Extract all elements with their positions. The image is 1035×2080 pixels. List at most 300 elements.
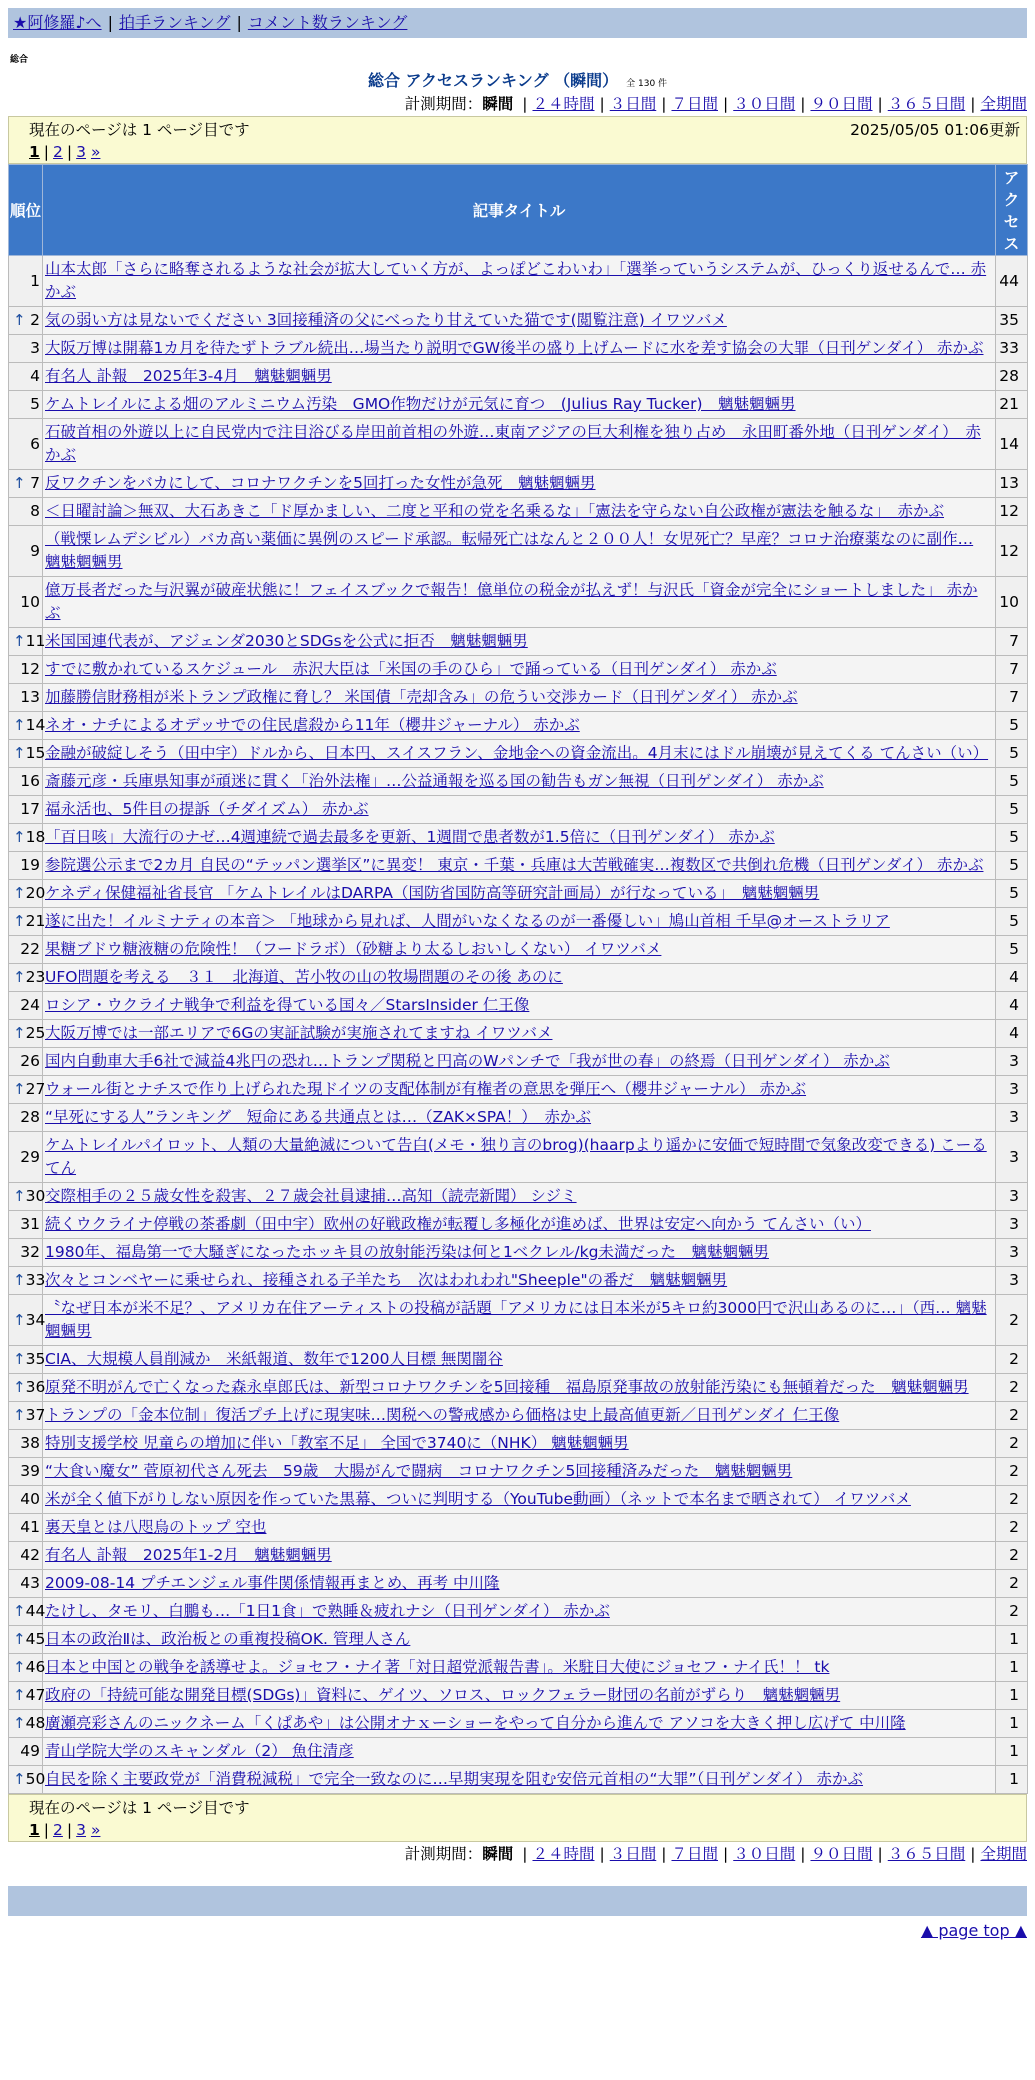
- article-title-link[interactable]: 億万長者だった与沢翼が破産状態に！フェイスブックで報告！億単位の税金が払えず！与沢氏「資金が完全にショートしました」 赤かぶ: [45, 581, 978, 622]
- article-title-link[interactable]: 有名人 訃報 2025年1-2月 魑魅魍魎男: [45, 1546, 332, 1564]
- table-row: [9, 1295, 1028, 1346]
- rank-number: 32: [20, 1243, 40, 1261]
- period-option-link[interactable]: ９０日間: [810, 95, 873, 113]
- total-count: 全 130 件: [626, 79, 668, 89]
- table-row: [9, 852, 1028, 880]
- table-row: [9, 740, 1028, 768]
- rank-cell: [9, 1654, 46, 1682]
- rank-number: 47: [25, 1686, 46, 1704]
- access-count: 4: [996, 1020, 1028, 1048]
- table-row: [9, 1076, 1028, 1104]
- rank-number: 42: [20, 1546, 40, 1564]
- period-option-link[interactable]: ２４時間: [532, 95, 595, 113]
- title-cell: [43, 1211, 996, 1239]
- article-title-link[interactable]: 石破首相の外遊以上に自民党内で注目浴びる岸田前首相の外遊…東南アジアの巨大利権を独り占め 永田町番外地（日刊ゲンダイ） 赤かぶ: [45, 423, 981, 464]
- article-title-link[interactable]: 次々とコンベヤーに乗せられ、接種される子羊たち 次はわれわれ"Sheeple"の番だ 魑魅魍魎男: [45, 1271, 728, 1289]
- category-label: 総合: [10, 55, 29, 65]
- next-page-link[interactable]: »: [90, 1821, 101, 1839]
- page-current: 1: [29, 143, 40, 161]
- period-option-link[interactable]: ３日間: [609, 1845, 657, 1863]
- page-title: [8, 70, 1027, 92]
- table-row: [9, 796, 1028, 824]
- updated-timestamp: 2025/05/05 01:06更新: [850, 121, 1020, 139]
- comment-ranking-link[interactable]: コメント数ランキング: [247, 13, 408, 32]
- rank-number: 8: [30, 502, 40, 520]
- period-option-link[interactable]: ７日間: [671, 95, 718, 113]
- table-row: [9, 1542, 1028, 1570]
- table-row: [9, 1486, 1028, 1514]
- title-cell: [43, 1402, 996, 1430]
- rank-up-icon: ↑: [13, 1714, 26, 1732]
- access-count: 10: [996, 577, 1028, 628]
- rank-number: 16: [20, 772, 40, 790]
- access-count: 5: [996, 908, 1028, 936]
- period-separator: |: [800, 95, 806, 113]
- table-row: [9, 363, 1028, 391]
- rank-number: 39: [20, 1462, 40, 1480]
- article-title-link[interactable]: 特別支援学校 児童らの増加に伴い「教室不足」 全国で3740に（NHK） 魑魅魍魎男: [45, 1434, 629, 1452]
- access-count: 3: [996, 1132, 1028, 1183]
- rank-up-icon: ↑: [13, 632, 26, 650]
- period-separator: |: [661, 95, 667, 113]
- access-count: 3: [996, 1239, 1028, 1267]
- rank-number: 17: [20, 800, 40, 818]
- table-row: [9, 1239, 1028, 1267]
- title-cell: [43, 1104, 996, 1132]
- article-title-link[interactable]: 気の弱い方は見ないでください 3回接種済の父にべったり甘えていた猫です(閲覧注意) イワツバメ: [45, 311, 727, 329]
- table-row: [9, 880, 1028, 908]
- rank-number: 28: [20, 1108, 40, 1126]
- page-link[interactable]: 3: [76, 1821, 87, 1839]
- rank-number: 30: [25, 1187, 46, 1205]
- access-count: 2: [996, 1346, 1028, 1374]
- rank-up-icon: ↑: [13, 828, 26, 846]
- title-cell: [43, 796, 996, 824]
- rank-number: 40: [20, 1490, 40, 1508]
- table-row: [9, 1598, 1028, 1626]
- rank-cell: [9, 1766, 46, 1794]
- rank-cell: [9, 936, 43, 964]
- access-count: 14: [996, 419, 1028, 470]
- rank-number: 48: [25, 1714, 46, 1732]
- rank-cell: [9, 964, 46, 992]
- table-row: [9, 684, 1028, 712]
- rank-up-icon: ↑: [13, 1310, 26, 1329]
- access-count: 3: [996, 1104, 1028, 1132]
- article-title-link[interactable]: ケムトレイルによる畑のアルミニウム汚染 GMO作物だけが元気に育つ (Julius Ray Tucker) 魑魅魍魎男: [45, 395, 796, 413]
- article-title-link[interactable]: ロシア・ウクライナ戦争で利益を得ている国々／StarsInsider 仁王像: [45, 996, 530, 1014]
- page-title-text: 総合 アクセスランキング （瞬間）: [367, 71, 619, 90]
- page-link[interactable]: 2: [53, 143, 63, 161]
- rank-cell: [9, 1626, 46, 1654]
- access-count: 5: [996, 796, 1028, 824]
- rank-number: 5: [30, 395, 40, 413]
- title-cell: [43, 526, 996, 577]
- rank-cell: [9, 256, 43, 307]
- access-count: 33: [996, 335, 1028, 363]
- access-count: 3: [996, 1048, 1028, 1076]
- top-nav-bar: [8, 8, 1027, 38]
- article-title-link[interactable]: “大食い魔女” 菅原初代さん死去 59歳 大腸がんで闘病 コロナワクチン5回接種済みだった 魑魅魍魎男: [45, 1462, 793, 1480]
- title-cell: [43, 768, 996, 796]
- table-row: [9, 768, 1028, 796]
- access-count: 1: [996, 1682, 1028, 1710]
- article-title-link[interactable]: 果糖ブドウ糖液糖の危険性！（フードラボ）（砂糖より太るしおいしくない） イワツバメ: [45, 940, 662, 958]
- table-row: [9, 712, 1028, 740]
- rank-number: 19: [20, 856, 40, 874]
- rank-number: 7: [30, 474, 40, 492]
- title-cell: [43, 577, 996, 628]
- period-separator: |: [800, 1845, 806, 1863]
- period-separator: |: [522, 1845, 528, 1863]
- page-current: 1: [29, 1821, 40, 1839]
- access-count: 35: [996, 307, 1028, 335]
- title-cell: [43, 1598, 996, 1626]
- rank-number: 24: [20, 996, 40, 1014]
- access-count: 28: [996, 363, 1028, 391]
- rank-number: 25: [25, 1024, 46, 1042]
- title-cell: [43, 936, 996, 964]
- rank-number: 2: [30, 311, 40, 329]
- table-row: [9, 1654, 1028, 1682]
- title-cell: [43, 1654, 996, 1682]
- period-option-link[interactable]: ３６５日間: [887, 95, 966, 113]
- rank-cell: [9, 992, 43, 1020]
- page-top-link[interactable]: ▲ page top ▲: [920, 1921, 1027, 1940]
- article-title-link[interactable]: 日本の政治Ⅱは、政治板との重複投稿OK. 管理人さん: [45, 1630, 411, 1648]
- page: [8, 8, 1027, 1943]
- article-title-link[interactable]: 大阪万博は開幕1カ月を待たずトラブル続出…場当たり説明でGW後半の盛り上げムードに水を差す協会の大罪（日刊ゲンダイ） 赤かぶ: [45, 339, 984, 357]
- article-title-link[interactable]: 政府の「持続可能な開発目標(SDGs)」資料に、ゲイツ、ソロス、ロックフェラー財団の名前がずらり 魑魅魍魎男: [45, 1686, 841, 1704]
- page-separator: |: [43, 143, 50, 161]
- table-row: [9, 1020, 1028, 1048]
- rank-up-icon: ↑: [13, 474, 26, 492]
- access-count: 2: [996, 1486, 1028, 1514]
- rank-up-icon: ↑: [13, 1658, 26, 1676]
- rank-cell: [9, 1239, 43, 1267]
- table-row: [9, 656, 1028, 684]
- rank-number: 13: [20, 688, 40, 706]
- rank-number: 4: [30, 367, 40, 385]
- period-option-link[interactable]: 全期間: [980, 1845, 1027, 1863]
- table-row: [9, 1374, 1028, 1402]
- access-count: 13: [996, 470, 1028, 498]
- home-link[interactable]: ★阿修羅♪へ: [13, 13, 102, 32]
- rank-cell: [9, 1486, 43, 1514]
- article-title-link[interactable]: 青山学院大学のスキャンダル（2） 魚住清彦: [45, 1742, 354, 1760]
- article-title-link[interactable]: ネオ・ナチによるオデッサでの住民虐殺から11年（櫻井ジャーナル） 赤かぶ: [45, 716, 580, 734]
- table-row: [9, 1104, 1028, 1132]
- access-count: 3: [996, 1211, 1028, 1239]
- period-selector-bottom: [8, 1842, 1027, 1866]
- access-count: 5: [996, 936, 1028, 964]
- table-row: [9, 1132, 1028, 1183]
- page-link[interactable]: 3: [76, 143, 87, 161]
- rank-number: 9: [30, 541, 40, 560]
- rank-number: 41: [20, 1518, 40, 1536]
- title-cell: [43, 470, 996, 498]
- article-title-link[interactable]: 加藤勝信財務相が米トランプ政権に脅し？ 米国債「売却含み」の危うい交渉カード（日刊ゲンダイ） 赤かぶ: [45, 688, 798, 706]
- rank-number: 45: [25, 1630, 46, 1648]
- title-header: 記事タイトル: [43, 165, 996, 256]
- rank-number: 50: [25, 1770, 46, 1788]
- access-count: 3: [996, 1183, 1028, 1211]
- article-title-link[interactable]: ケムトレイルパイロット、人類の大量絶滅について告白(メモ・独り言のbrog)(haarpより遥かに安価で短時間で気象改変できる) こーるてん: [45, 1136, 987, 1177]
- title-cell: [43, 419, 996, 470]
- rank-number: 14: [25, 716, 46, 734]
- table-row: [9, 1682, 1028, 1710]
- article-title-link[interactable]: 遂に出た！イルミナティの本音＞ 「地球から見れば、人間がいなくなるのが一番優しい」鳩山首相 千早@オーストラリア: [45, 912, 890, 930]
- access-count: 44: [996, 256, 1028, 307]
- rank-up-icon: ↑: [13, 311, 26, 329]
- title-cell: [43, 1374, 996, 1402]
- period-option-link[interactable]: ２４時間: [532, 1845, 595, 1863]
- table-row: [9, 824, 1028, 852]
- access-count: 2: [996, 1598, 1028, 1626]
- period-option-link[interactable]: ３６５日間: [887, 1845, 966, 1863]
- rank-up-icon: ↑: [13, 1271, 26, 1289]
- rank-up-icon: ↑: [13, 1770, 26, 1788]
- rank-cell: [9, 1738, 43, 1766]
- article-title-link[interactable]: 日本と中国との戦争を誘導せよ。ジョセフ・ナイ著「対日超党派報告書」。米駐日大使にジョセフ・ナイ氏！！ tk: [45, 1658, 830, 1676]
- period-separator: |: [522, 95, 528, 113]
- access-count: 2: [996, 1430, 1028, 1458]
- table-row: [9, 391, 1028, 419]
- article-title-link[interactable]: ケネディ保健福祉省長官 「ケムトレイルはDARPA（国防省国防高等研究計画局）が行なっている」 魑魅魍魎男: [45, 884, 820, 902]
- title-cell: [43, 740, 996, 768]
- access-count: 7: [996, 628, 1028, 656]
- title-cell: [43, 992, 996, 1020]
- rank-cell: [9, 419, 43, 470]
- nav-separator: |: [236, 13, 242, 32]
- period-option-link[interactable]: ３０日間: [733, 1845, 796, 1863]
- period-label: 計測期間：: [404, 1845, 483, 1863]
- table-row: [9, 419, 1028, 470]
- article-title-link[interactable]: 米が全く値下がりしない原因を作っていた黒幕、ついに判明する（YouTube動画）（ネットで本名まで晒されて） イワツバメ: [45, 1490, 911, 1508]
- table-row: [9, 908, 1028, 936]
- period-option-link[interactable]: 全期間: [980, 95, 1027, 113]
- rank-cell: [9, 335, 43, 363]
- rank-cell: [9, 1048, 43, 1076]
- article-title-link[interactable]: 山本太郎「さらに略奪されるような社会が拡大していく方が、よっぽどこわいわ」「選挙っていうシステムが、ひっくり返せるんで… 赤かぶ: [45, 260, 987, 301]
- article-title-link[interactable]: 裏天皇とは八咫烏のトップ 空也: [45, 1518, 267, 1536]
- period-selector-top: [8, 92, 1027, 116]
- title-cell: [43, 1738, 996, 1766]
- title-cell: [43, 964, 996, 992]
- article-title-link[interactable]: 金融が破綻しそう（田中宇）ドルから、日本円、スイスフラン、金地金への資金流出。4月末にはドル崩壊が見えてくる てんさい（い）: [45, 744, 989, 762]
- article-title-link[interactable]: 国内自動車大手6社で減益4兆円の恐れ…トランプ関税と円高のWパンチで「我が世の春」の終焉（日刊ゲンダイ） 赤かぶ: [45, 1052, 890, 1070]
- rank-cell: [9, 1430, 43, 1458]
- rank-cell: [9, 1076, 46, 1104]
- rank-number: 38: [20, 1434, 40, 1452]
- rank-up-icon: ↑: [13, 1630, 26, 1648]
- access-count: 12: [996, 498, 1028, 526]
- title-cell: [43, 1076, 996, 1104]
- rank-cell: [9, 1211, 43, 1239]
- article-title-link[interactable]: 米国国連代表が、アジェンダ2030とSDGsを公式に拒否 魑魅魍魎男: [45, 632, 528, 650]
- article-title-link[interactable]: 斎藤元彦・兵庫県知事が頑迷に貫く「治外法権」…公益通報を巡る国の勧告もガン無視（日刊ゲンダイ） 赤かぶ: [45, 772, 824, 790]
- rank-number: 31: [20, 1215, 40, 1233]
- period-option-link[interactable]: ３０日間: [733, 95, 796, 113]
- page-link[interactable]: 2: [53, 1821, 63, 1839]
- rank-cell: [9, 1598, 46, 1626]
- period-option-link[interactable]: ７日間: [671, 1845, 718, 1863]
- article-title-link[interactable]: 大阪万博では一部エリアで6Gの実証試験が実施されてますね イワツバメ: [45, 1024, 553, 1042]
- period-label: 計測期間：: [404, 95, 483, 113]
- rank-number: 3: [30, 339, 40, 357]
- article-title-link[interactable]: 原発不明がんで亡くなった森永卓郎氏は、新型コロナワクチンを5回接種 福島原発事故の放射能汚染にも無頓着だった 魑魅魍魎男: [45, 1378, 969, 1396]
- rank-up-icon: ↑: [13, 744, 26, 762]
- rank-up-icon: ↑: [13, 1406, 26, 1424]
- title-cell: [43, 908, 996, 936]
- rank-up-icon: ↑: [13, 716, 26, 734]
- title-cell: [43, 1346, 996, 1374]
- table-row: [9, 1267, 1028, 1295]
- ranking-table: [8, 164, 1028, 1794]
- access-count: 1: [996, 1738, 1028, 1766]
- access-count: 4: [996, 992, 1028, 1020]
- rank-cell: [9, 1295, 46, 1346]
- access-count: 5: [996, 880, 1028, 908]
- table-row: [9, 1766, 1028, 1794]
- rank-up-icon: ↑: [13, 1686, 26, 1704]
- table-row: [9, 1626, 1028, 1654]
- article-title-link[interactable]: ウォール街とナチスで作り上げられた現ドイツの支配体制が有権者の意思を弾圧へ（櫻井ジャーナル） 赤かぶ: [45, 1080, 807, 1098]
- article-title-link[interactable]: 参院選公示まで2カ月 自民の“テッパン選挙区”に異変！ 東京・千葉・兵庫は大苦戦確実…複数区で共倒れ危機（日刊ゲンダイ） 赤かぶ: [45, 856, 984, 874]
- article-title-link[interactable]: 交際相手の２５歳女性を殺害、２７歳会社員逮捕…高知（読売新聞） シジミ: [45, 1187, 577, 1205]
- table-row: [9, 1738, 1028, 1766]
- article-title-link[interactable]: 反ワクチンをバカにして、コロナワクチンを5回打った女性が急死 魑魅魍魎男: [45, 474, 596, 492]
- rank-number: 1: [30, 271, 40, 290]
- table-row: [9, 936, 1028, 964]
- article-title-link[interactable]: 2009-08-14 プチエンジェル事件関係情報再まとめ、再考 中川隆: [45, 1574, 500, 1592]
- clap-ranking-link[interactable]: 拍手ランキング: [118, 13, 231, 32]
- ranking-body: [9, 256, 1028, 1794]
- rank-cell: [9, 712, 46, 740]
- rank-number: 46: [25, 1658, 46, 1676]
- article-title-link[interactable]: すでに敷かれているスケジュール 赤沢大臣は「米国の手のひら」で踊っている（日刊ゲンダイ） 赤かぶ: [45, 660, 777, 678]
- rank-cell: [9, 1183, 46, 1211]
- table-row: [9, 256, 1028, 307]
- rank-number: 34: [25, 1310, 46, 1329]
- title-cell: [43, 498, 996, 526]
- period-separator: |: [877, 95, 883, 113]
- table-row: [9, 470, 1028, 498]
- rank-up-icon: ↑: [13, 912, 26, 930]
- next-page-link[interactable]: »: [90, 143, 101, 161]
- access-count: 7: [996, 684, 1028, 712]
- pager-top: [8, 116, 1027, 164]
- article-title-link[interactable]: たけし、タモリ、白鵬も…「1日1食」で熟睡＆疲れナシ（日刊ゲンダイ） 赤かぶ: [45, 1602, 610, 1620]
- access-count: 3: [996, 1267, 1028, 1295]
- title-cell: [43, 1020, 996, 1048]
- title-cell: [43, 880, 996, 908]
- title-cell: [43, 656, 996, 684]
- access-count: 2: [996, 1542, 1028, 1570]
- article-title-link[interactable]: 自民を除く主要政党が「消費税減税」で完全一致なのに…早期実現を阻む安倍元首相の“大罪”（日刊ゲンダイ） 赤かぶ: [45, 1770, 864, 1788]
- table-row: [9, 1430, 1028, 1458]
- access-count: 2: [996, 1374, 1028, 1402]
- rank-header: 順位: [9, 165, 43, 256]
- access-count: 2: [996, 1458, 1028, 1486]
- article-title-link[interactable]: トランプの「金本位制」復活プチ上げに現実味…関税への警戒感から価格は史上最高値更新／日刊ゲンダイ 仁王像: [45, 1406, 840, 1424]
- rank-cell: [9, 1374, 46, 1402]
- access-count: 3: [996, 1076, 1028, 1104]
- title-cell: [43, 1682, 996, 1710]
- table-row: [9, 1570, 1028, 1598]
- rank-number: 21: [25, 912, 46, 930]
- article-title-link[interactable]: （戦慄レムデシビル）バカ高い薬価に異例のスピード承認。転帰死亡はなんと２００人！女児死亡？早産？コロナ治療薬なのに副作… 魑魅魍魎男: [45, 530, 974, 571]
- page-separator: |: [66, 1821, 73, 1839]
- period-option-link[interactable]: ３日間: [609, 95, 657, 113]
- title-cell: [43, 1132, 996, 1183]
- rank-number: 33: [25, 1271, 46, 1289]
- pager-bottom: [8, 1794, 1027, 1842]
- article-title-link[interactable]: 廣瀬亮彩さんのニックネーム「くぱあや」は公開オナｘーショーをやって自分から進んで アソコを大きく押し広げて 中川隆: [45, 1714, 906, 1732]
- article-title-link[interactable]: CIA、大規模人員削減か 米紙報道、数年で1200人目標 無関闇谷: [45, 1350, 503, 1368]
- rank-cell: [9, 824, 46, 852]
- rank-cell: [9, 768, 43, 796]
- title-cell: [43, 1048, 996, 1076]
- rank-cell: [9, 908, 46, 936]
- title-cell: [43, 1486, 996, 1514]
- page-separator: |: [43, 1821, 50, 1839]
- article-title-link[interactable]: ＜日曜討論＞無双、大石あきこ「ド厚かましい、二度と平和の党を名乗るな」「憲法を守らない自公政権が憲法を触るな」 赤かぶ: [45, 502, 945, 520]
- title-cell: [43, 256, 996, 307]
- table-row: [9, 628, 1028, 656]
- article-title-link[interactable]: “早死にする人”ランキング 短命にある共通点とは…（ZAK×SPA！） 赤かぶ: [45, 1108, 592, 1126]
- rank-number: 29: [20, 1147, 40, 1166]
- rank-cell: [9, 1542, 43, 1570]
- rank-number: 26: [20, 1052, 40, 1070]
- rank-cell: [9, 1020, 46, 1048]
- rank-cell: [9, 1570, 43, 1598]
- rank-up-icon: ↑: [13, 1080, 26, 1098]
- period-separator: |: [723, 1845, 729, 1863]
- article-title-link[interactable]: 1980年、福島第一で大騒ぎになったホッキ貝の放射能汚染は何と1ベクレル/kg未満だった 魑魅魍魎男: [45, 1243, 769, 1261]
- title-cell: [43, 363, 996, 391]
- article-title-link[interactable]: 「百日咳」大流行のナゼ…4週連続で過去最多を更新、1週間で患者数が1.5倍に（日刊ゲンダイ） 赤かぶ: [45, 828, 775, 846]
- period-separator: |: [723, 95, 729, 113]
- access-count: 1: [996, 1654, 1028, 1682]
- title-cell: [43, 1766, 996, 1794]
- article-title-link[interactable]: 有名人 訃報 2025年3-4月 魑魅魍魎男: [45, 367, 332, 385]
- page-links: [29, 141, 1020, 163]
- rank-cell: [9, 363, 43, 391]
- title-cell: [43, 1295, 996, 1346]
- title-cell: [43, 1183, 996, 1211]
- table-row: [9, 577, 1028, 628]
- access-count: 5: [996, 824, 1028, 852]
- title-cell: [43, 335, 996, 363]
- table-row: [9, 1402, 1028, 1430]
- period-option-link[interactable]: ９０日間: [810, 1845, 873, 1863]
- article-title-link[interactable]: UFO問題を考える ３１ 北海道、苫小牧の山の牧場問題のその後 あのに: [45, 968, 563, 986]
- access-count: 1: [996, 1626, 1028, 1654]
- article-title-link[interactable]: 〝なぜ日本が米不足？、アメリカ在住アーティストの投稿が話題「アメリカには日本米が5キロ約3000円で沢山あるのに…」（西… 魑魅魍魎男: [45, 1299, 987, 1340]
- article-title-link[interactable]: 福永活也、5件目の提訴（チダイズム） 赤かぶ: [45, 800, 369, 818]
- rank-number: 10: [20, 592, 40, 611]
- access-header: アクセス: [996, 165, 1028, 256]
- current-page-text: 現在のページは 1 ページ目です: [29, 121, 250, 139]
- period-separator: |: [661, 1845, 667, 1863]
- period-current: 瞬間: [482, 95, 514, 113]
- access-count: 12: [996, 526, 1028, 577]
- article-title-link[interactable]: 続くウクライナ停戦の茶番劇（田中宇）欧州の好戦政権が転覆し多極化が進めば、世界は安定へ向かう てんさい（い）: [45, 1215, 871, 1233]
- rank-cell: [9, 1104, 43, 1132]
- rank-number: 11: [25, 632, 46, 650]
- table-row: [9, 1458, 1028, 1486]
